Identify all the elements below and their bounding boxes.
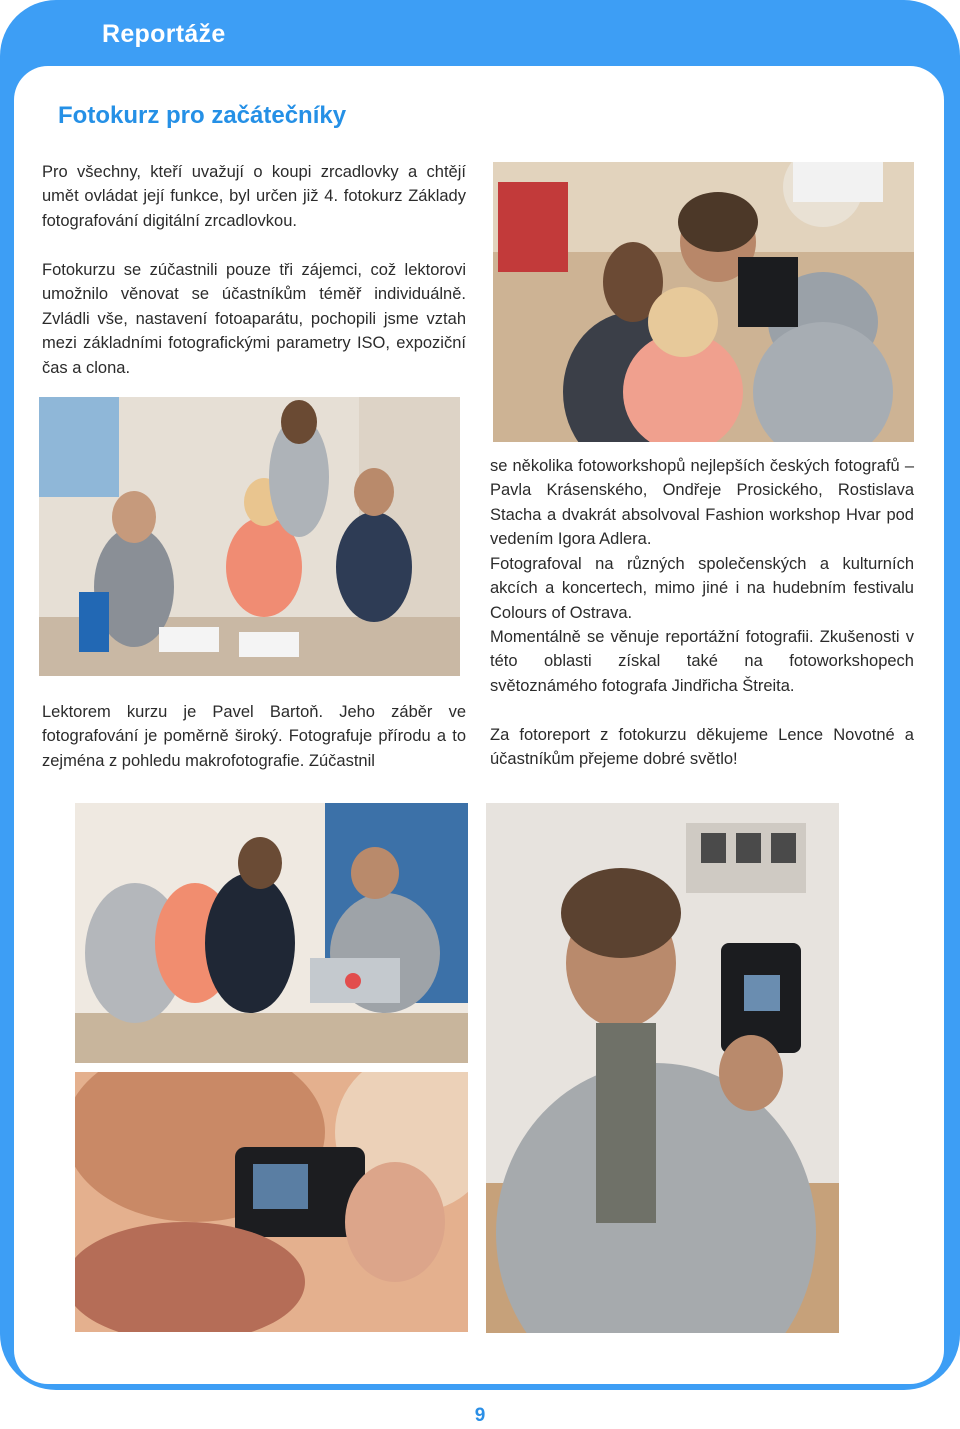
photo-camera-closeup [75,1072,468,1332]
page-number: 9 [474,1405,486,1426]
paragraph-events: Fotografoval na různých společenských a kulturních akcích a koncertech, mimo jiné i na hudebním festivalu Colours of Ostrava. [490,555,914,622]
paragraph-reportage: Momentálně se věnuje reportážní fotografii. Zkušenosti v této oblasti získal také na fotoworkshopech světoznámého fotografa Jindřicha Štreita. [490,628,914,695]
intro-paragraph: Pro všechny, kteří uvažují o koupi zrcadlovky a chtějí umět ovládat její funkce, byl určen již 4. fotokurz Základy fotografování digitální zrcadlovkou. [42,163,466,230]
photo-group-at-laptop [75,803,468,1063]
section-title: Reportáže [102,20,226,48]
paragraph-participants: Fotokurzu se zúčastnili pouze tři zájemci, což lektorovi umožnilo věnovat se účastníkům téměř individuálně. Zvládli vše, nastavení fotoaparátu, pochopili jsme vztah mezi základními fotografickými parametry ISO, expoziční čas a clona. [42,261,466,377]
photo-participants-seated [39,397,460,676]
photo-lecturer-with-camera [493,162,914,442]
article-title: Fotokurz pro začátečníky [58,102,347,129]
paragraph-lecturer: Lektorem kurzu je Pavel Bartoň. Jeho záběr ve fotografování je poměrně široký. Fotografuje přírodu a to zejména z pohledu makrofotografie. Zúčastnil [42,703,466,770]
paragraph-thanks: Za fotoreport z fotokurzu děkujeme Lence Novotné a účastníkům přejeme dobré světlo! [490,726,914,769]
photo-lecturer-portrait [486,803,839,1333]
paragraph-workshops: se několika fotoworkshopů nejlepších českých fotografů – Pavla Krásenského, Ondřeje Prosického, Rostislava Stacha a dvakrát absolvoval Fashion workshop Hvar pod vedením Igora Adlera. [490,457,914,549]
